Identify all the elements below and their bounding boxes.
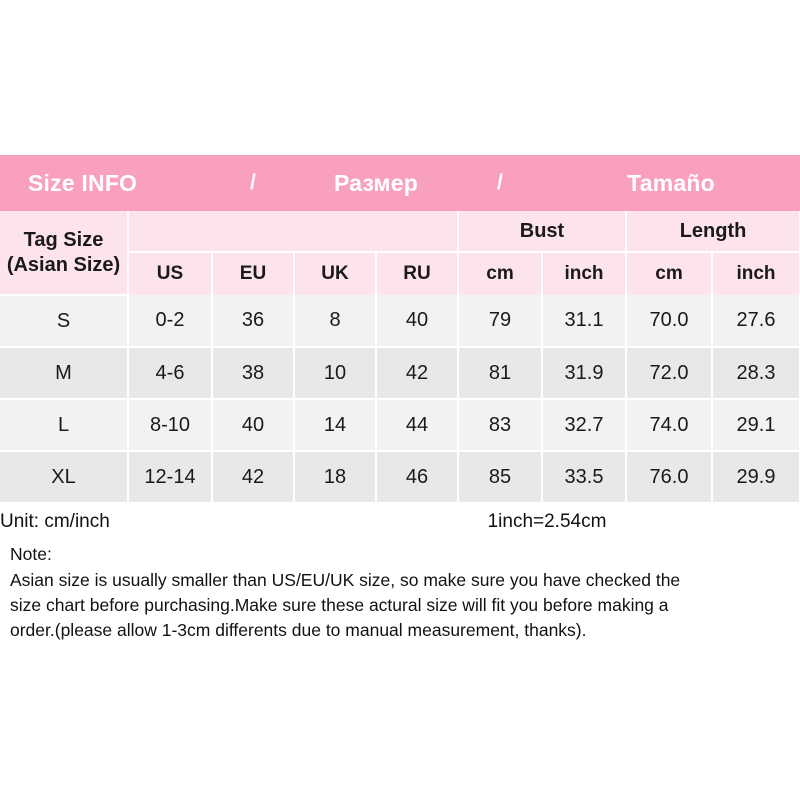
note-line-3: order.(please allow 1-3cm differents due to manual measurement, thanks). (10, 619, 587, 640)
tag-size-line2: (Asian Size) (6, 253, 121, 276)
cell-length-cm: 70.0 (626, 295, 712, 347)
cell-us: 12-14 (128, 451, 212, 503)
cell-length-cm: 72.0 (626, 347, 712, 399)
column-header-length-inch: inch (712, 252, 800, 295)
banner-row (0, 155, 800, 211)
note-line-2: size chart before purchasing.Make sure these actural size will fit you before making a (10, 594, 669, 615)
column-header-eu: EU (212, 252, 294, 295)
cell-bust-cm: 79 (458, 295, 542, 347)
tag-size-line1: Tag Size (23, 228, 104, 251)
cell-eu: 40 (212, 399, 294, 451)
banner-razmer: Размер (294, 155, 458, 211)
cell-ru: 40 (376, 295, 458, 347)
unit-row (0, 503, 800, 540)
cell-length-inch: 27.6 (712, 295, 800, 347)
banner-tamano: Tamaño (542, 155, 800, 211)
cell-tag: XL (0, 451, 128, 503)
note-line-1: Asian size is usually smaller than US/EU/UK size, so make sure you have checked the (10, 569, 681, 590)
unit-conversion: 1inch=2.54cm (294, 503, 800, 540)
cell-us: 4-6 (128, 347, 212, 399)
cell-us: 0-2 (128, 295, 212, 347)
cell-bust-cm: 81 (458, 347, 542, 399)
tag-size-header (0, 211, 128, 295)
cell-bust-inch: 31.1 (542, 295, 626, 347)
size-chart-table (0, 155, 800, 540)
cell-ru: 46 (376, 451, 458, 503)
cell-length-cm: 76.0 (626, 451, 712, 503)
cell-length-inch: 28.3 (712, 347, 800, 399)
banner-separator-1: / (212, 155, 294, 211)
cell-eu: 38 (212, 347, 294, 399)
cell-length-inch: 29.1 (712, 399, 800, 451)
cell-ru: 42 (376, 347, 458, 399)
cell-length-inch: 29.9 (712, 451, 800, 503)
cell-tag: M (0, 347, 128, 399)
size-chart (0, 155, 800, 648)
table-row (0, 295, 800, 347)
cell-uk: 18 (294, 451, 376, 503)
cell-uk: 14 (294, 399, 376, 451)
cell-tag: S (0, 295, 128, 347)
cell-eu: 42 (212, 451, 294, 503)
group-header-bust: Bust (458, 211, 626, 252)
note-title: Note: (10, 544, 52, 564)
cell-bust-cm: 83 (458, 399, 542, 451)
cell-length-cm: 74.0 (626, 399, 712, 451)
unit-label: Unit: cm/inch (0, 503, 294, 540)
cell-bust-inch: 31.9 (542, 347, 626, 399)
cell-tag: L (0, 399, 128, 451)
group-header-blank (128, 211, 458, 252)
cell-bust-cm: 85 (458, 451, 542, 503)
group-header-length: Length (626, 211, 800, 252)
cell-bust-inch: 32.7 (542, 399, 626, 451)
banner-size-info: Size INFO (0, 155, 212, 211)
cell-eu: 36 (212, 295, 294, 347)
column-header-ru: RU (376, 252, 458, 295)
column-header-us: US (128, 252, 212, 295)
column-header-bust-inch: inch (542, 252, 626, 295)
column-header-length-cm: cm (626, 252, 712, 295)
column-header-uk: UK (294, 252, 376, 295)
note-block (0, 540, 800, 648)
table-row (0, 451, 800, 503)
cell-uk: 10 (294, 347, 376, 399)
cell-uk: 8 (294, 295, 376, 347)
cell-us: 8-10 (128, 399, 212, 451)
banner-separator-2: / (458, 155, 542, 211)
column-header-bust-cm: cm (458, 252, 542, 295)
group-header-row (0, 211, 800, 252)
table-row (0, 347, 800, 399)
cell-ru: 44 (376, 399, 458, 451)
cell-bust-inch: 33.5 (542, 451, 626, 503)
table-row (0, 399, 800, 451)
